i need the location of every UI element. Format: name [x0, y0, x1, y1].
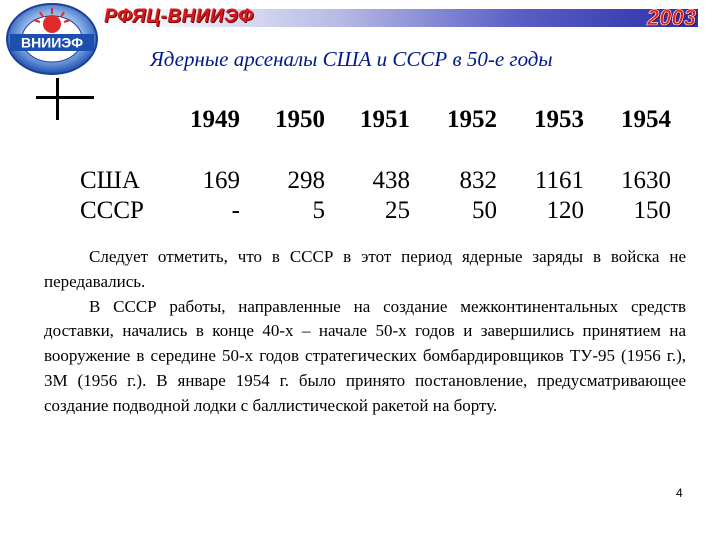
year-header: 1951	[360, 106, 410, 133]
table-cell: 169	[202, 167, 240, 194]
logo-text: ВНИИЭФ	[20, 34, 84, 51]
table-cell: 1161	[534, 167, 584, 194]
body-text	[44, 245, 686, 419]
year-header: 1952	[447, 106, 497, 133]
year-header: 1949	[190, 106, 240, 133]
table-cell: 1630	[621, 167, 671, 194]
year-header: 1954	[621, 106, 671, 133]
table-cell: -	[231, 197, 240, 224]
row-label-usa: США	[80, 167, 140, 194]
table-cell: 5	[312, 197, 325, 224]
organization-label: РФЯЦ-ВНИИЭФ	[104, 6, 254, 27]
arsenal-table	[0, 0, 720, 240]
table-cell: 298	[287, 167, 325, 194]
table-cell: 120	[546, 197, 584, 224]
page-number: 4	[676, 486, 683, 500]
paragraph: В СССР работы, направленные на создание межконтинентальных средств доставки, начались в конце 40-х – начале 50-х годов и завершились принятием на вооружение в середине 50-х годов стратегических бомбардировщиков ТУ-95 (1956 г.), 3М (1956 г.). В январе 1954 г. было принято постановление, предусматривающее создание подводной лодки с баллистической ракетой на борту.	[44, 296, 686, 415]
table-cell: 150	[633, 197, 671, 224]
table-cell: 832	[459, 167, 497, 194]
year-header: 1953	[534, 106, 584, 133]
table-cell: 25	[385, 197, 410, 224]
slide-title: Ядерные арсеналы США и СССР в 50-е годы	[150, 47, 553, 71]
row-label-ussr: СССР	[80, 197, 144, 224]
paragraph: Следует отметить, что в СССР в этот период ядерные заряды в войска не передавались.	[44, 247, 686, 291]
year-label: 2003	[647, 5, 696, 30]
table-cell: 50	[472, 197, 497, 224]
table-cell: 438	[372, 167, 410, 194]
year-header: 1950	[275, 106, 325, 133]
